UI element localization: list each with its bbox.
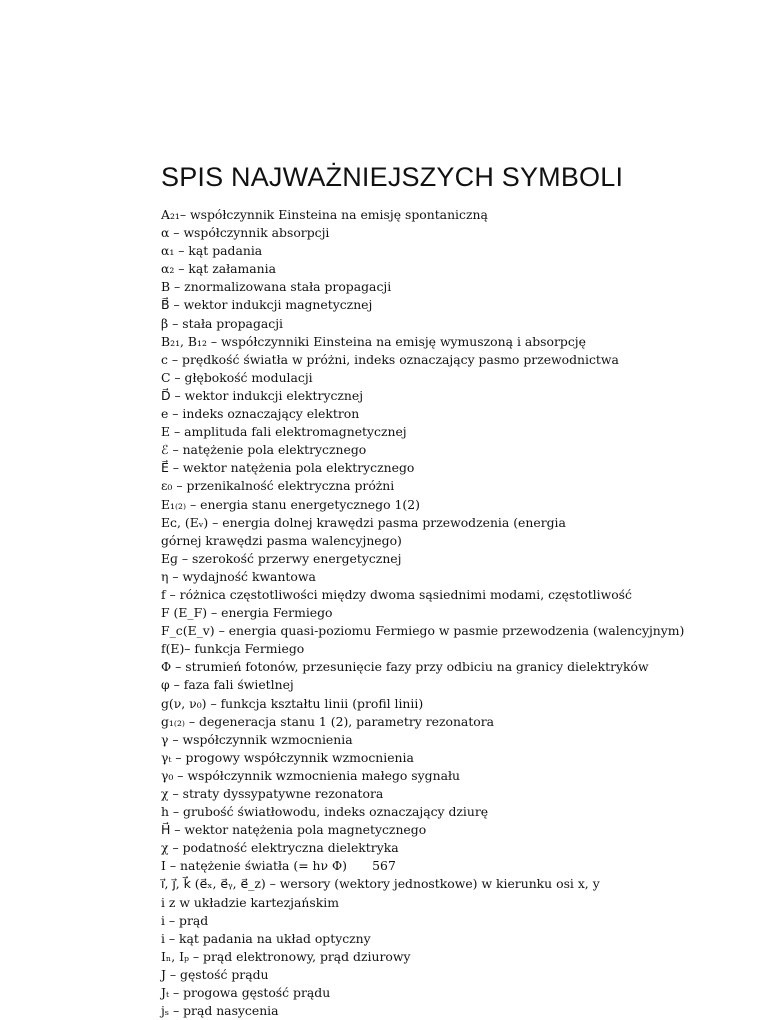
symbol-entry: γ – współczynnik wzmocnienia bbox=[161, 731, 353, 747]
symbol-entry: α – współczynnik absorpcji bbox=[161, 225, 330, 241]
symbol-entry: Jₜ – progowa gęstość prądu bbox=[161, 985, 331, 1001]
symbol-entry: β – stała propagacji bbox=[161, 315, 284, 331]
page-number: 567 bbox=[372, 858, 396, 873]
symbol-entry: E₁₍₂₎ – energia stanu energetycznego 1(2) bbox=[161, 496, 420, 512]
symbol-entry: η – wydajność kwantowa bbox=[161, 568, 316, 584]
symbol-entry: g(ν, ν₀) – funkcja kształtu linii (profil linii) bbox=[161, 695, 424, 711]
symbol-entry: I – natężenie światła (= hν Φ) bbox=[161, 858, 347, 874]
symbol-entry: χ – podatność elektryczna dielektryka bbox=[161, 840, 399, 856]
symbol-entry: Iₙ, Iₚ – prąd elektronowy, prąd dziurowy bbox=[161, 948, 411, 964]
symbol-entry: D⃗ – wektor indukcji elektrycznej bbox=[161, 387, 364, 403]
symbol-entry: φ – faza fali świetlnej bbox=[161, 677, 294, 693]
symbol-entry: C – głębokość modulacji bbox=[161, 369, 313, 385]
symbol-entry: α₂ – kąt załamania bbox=[161, 261, 277, 277]
symbol-entry: h – grubość światłowodu, indeks oznaczający dziurę bbox=[161, 804, 489, 820]
symbol-entry: Eᴄ, (Eᵥ) – energia dolnej krawędzi pasma przewodzenia (energia górnej krawędzi pasma walencyjnego) bbox=[161, 514, 566, 548]
symbol-list bbox=[161, 206, 685, 1020]
symbol-entry: F_c(E_v) – energia quasi-poziomu Fermiego w pasmie przewodzenia (walencyjnym) bbox=[161, 623, 685, 639]
symbol-entry: ε₀ – przenikalność elektryczna próżni bbox=[161, 478, 395, 494]
symbol-entry: α₁ – kąt padania bbox=[161, 243, 263, 259]
symbol-entry: Φ – strumień fotonów, przesunięcie fazy przy odbiciu na granicy dielektryków bbox=[161, 659, 649, 675]
symbol-entry: ℰ – natężenie pola elektrycznego bbox=[161, 442, 367, 458]
symbol-entry: B – znormalizowana stała propagacji bbox=[161, 279, 392, 295]
symbol-entry: f(E)– funkcja Fermiego bbox=[161, 641, 305, 657]
symbol-entry: B⃗ – wektor indukcji magnetycznej bbox=[161, 297, 373, 313]
symbol-entry: H⃗ – wektor natężenia pola magnetycznego bbox=[161, 822, 427, 838]
symbol-entry: E⃗ – wektor natężenia pola elektrycznego bbox=[161, 460, 415, 476]
symbol-entry: i⃗, j⃗, k⃗ (e⃗ₓ, e⃗ᵧ, e⃗_z) – wersory (wektory jednostkowe) w kierunku osi x, y i z w układzie kartezjańskim bbox=[161, 876, 600, 910]
symbol-entry: g₁₍₂₎ – degeneracja stanu 1 (2), parametry rezonatora bbox=[161, 713, 495, 729]
symbol-entry: B₂₁, B₁₂ – współczynniki Einsteina na emisję wymuszoną i absorpcję bbox=[161, 333, 586, 349]
symbol-entry: γ₀ – współczynnik wzmocnienia małego sygnału bbox=[161, 767, 460, 783]
symbol-entry: F (E_F) – energia Fermiego bbox=[161, 605, 333, 621]
symbol-entry: J – gęstość prądu bbox=[161, 966, 269, 982]
symbol-entry: E – amplituda fali elektromagnetycznej bbox=[161, 424, 407, 440]
symbol-entry: Eɡ – szerokość przerwy energetycznej bbox=[161, 550, 402, 566]
symbol-entry: jₛ – prąd nasycenia bbox=[161, 1003, 279, 1019]
symbol-entry: f – różnica częstotliwości między dwoma sąsiednimi modami, częstotliwość bbox=[161, 586, 632, 602]
symbol-entry: i – prąd bbox=[161, 912, 209, 928]
symbol-entry: γₜ – progowy współczynnik wzmocnienia bbox=[161, 749, 414, 765]
symbol-entry: A₂₁– współczynnik Einsteina na emisję spontaniczną bbox=[161, 207, 488, 222]
symbol-entry: i – kąt padania na układ optyczny bbox=[161, 930, 371, 946]
page-title: SPIS NAJWAŻNIEJSZYCH SYMBOLI bbox=[161, 162, 624, 192]
symbol-entry: χ – straty dyssypatywne rezonatora bbox=[161, 786, 384, 801]
symbol-entry: e – indeks oznaczający elektron bbox=[161, 406, 360, 422]
symbol-entry: c – prędkość światła w próżni, indeks oznaczający pasmo przewodnictwa bbox=[161, 351, 619, 367]
